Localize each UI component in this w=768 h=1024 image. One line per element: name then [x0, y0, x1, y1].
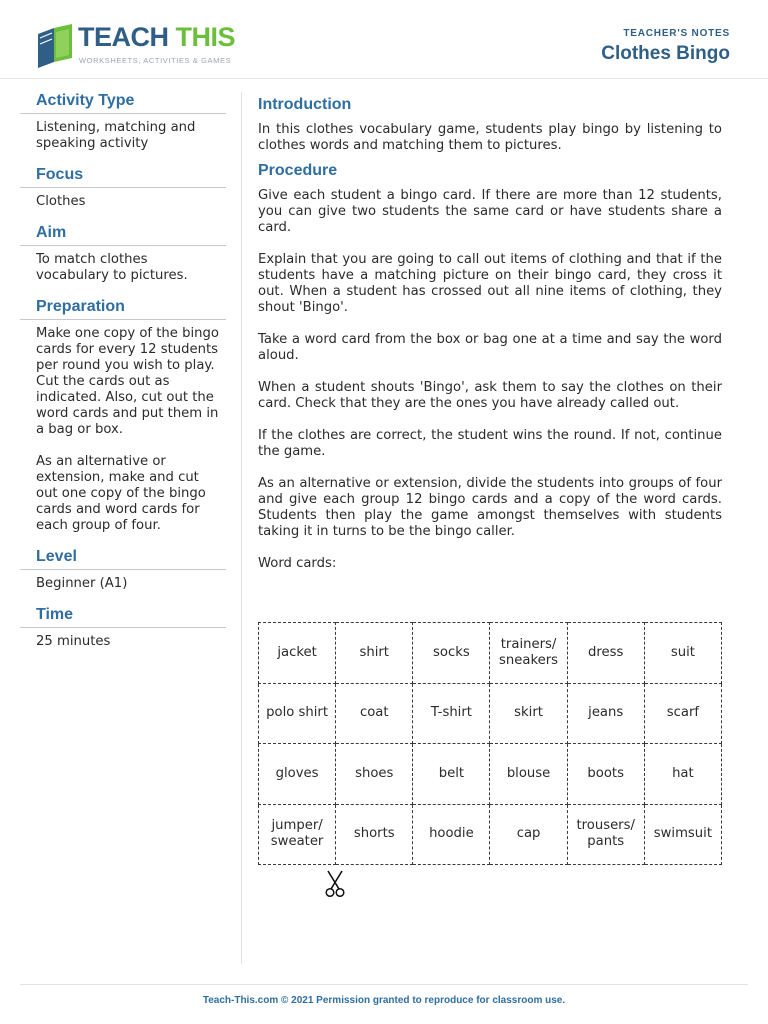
- scissors-icon: [324, 870, 346, 898]
- focus-heading: Focus: [20, 166, 226, 188]
- aim-section: [20, 224, 226, 284]
- level-heading: Level: [20, 548, 226, 570]
- teachers-notes-label: TEACHER'S NOTES: [623, 28, 730, 39]
- word-card: dress: [567, 623, 644, 684]
- procedure-step: When a student shouts 'Bingo', ask them to say the clothes on their card. Check that they are the ones you have already called out.: [258, 380, 722, 411]
- logo-teach: TEACH: [78, 22, 169, 52]
- introduction-text: In this clothes vocabulary game, students play bingo by listening to clothes words and matching them to pictures.: [258, 122, 722, 153]
- time-text: 25 minutes: [36, 634, 111, 649]
- word-card: jumper/ sweater: [259, 804, 336, 865]
- procedure-step: Take a word card from the box or bag one at a time and say the word aloud.: [258, 332, 722, 363]
- logo-tagline: WORKSHEETS, ACTIVITIES & GAMES: [79, 56, 232, 65]
- word-card: jeans: [567, 683, 644, 744]
- preparation-section: [20, 298, 226, 534]
- word-card: trainers/ sneakers: [490, 623, 567, 684]
- footer-copyright: Teach-This.com © 2021 Permission granted to reproduce for classroom use.: [202, 995, 566, 1006]
- word-card-row: [259, 623, 722, 684]
- procedure-step: Give each student a bingo card. If there are more than 12 students, you can give two students the same card or have students share a card.: [258, 188, 722, 235]
- activity-type-heading: Activity Type: [20, 92, 226, 114]
- procedure-step: If the clothes are correct, the student wins the round. If not, continue the game.: [258, 428, 722, 459]
- activity-type-section: [20, 92, 226, 152]
- word-card-row: [259, 683, 722, 744]
- word-card: shoes: [336, 744, 413, 805]
- preparation-text-2: As an alternative or extension, make and cut out one copy of the bingo cards and word cards for each group of four.: [36, 454, 206, 533]
- page-header: [0, 0, 768, 79]
- word-card: belt: [413, 744, 490, 805]
- word-card: boots: [567, 744, 644, 805]
- time-heading: Time: [20, 606, 226, 628]
- word-card: shirt: [336, 623, 413, 684]
- word-card: gloves: [259, 744, 336, 805]
- aim-heading: Aim: [20, 224, 226, 246]
- procedure-step: Explain that you are going to call out items of clothing and that if the students have a matching picture on their bingo card, they cross it out. When a student has crossed out all nine items of clothing, they shout 'Bingo'.: [258, 252, 722, 315]
- word-card: polo shirt: [259, 683, 336, 744]
- footer-divider: [20, 984, 748, 985]
- column-divider: [241, 92, 242, 964]
- word-card: blouse: [490, 744, 567, 805]
- focus-section: [20, 166, 226, 210]
- logo-wordmark: [78, 22, 235, 53]
- word-card: shorts: [336, 804, 413, 865]
- word-card: skirt: [490, 683, 567, 744]
- procedure-step: As an alternative or extension, divide the students into groups of four and give each group 12 bingo cards and a copy of the word cards. Students then play the game amongst themselves with students taking it in turns to be the bingo caller.: [258, 476, 722, 539]
- introduction-heading: Introduction: [258, 96, 352, 113]
- sidebar: [20, 92, 226, 664]
- aim-text: To match clothes vocabulary to pictures.: [36, 252, 188, 283]
- word-card: T-shirt: [413, 683, 490, 744]
- page-title: Clothes Bingo: [601, 43, 730, 64]
- word-card: cap: [490, 804, 567, 865]
- preparation-heading: Preparation: [20, 298, 226, 320]
- book-logo-icon: [36, 24, 74, 68]
- procedure-heading: Procedure: [258, 162, 338, 179]
- word-card: coat: [336, 683, 413, 744]
- word-cards-label: Word cards:: [258, 556, 337, 571]
- word-card: suit: [644, 623, 721, 684]
- word-card-row: [259, 804, 722, 865]
- word-card: hoodie: [413, 804, 490, 865]
- logo-this: THIS: [175, 22, 236, 52]
- word-card: swimsuit: [644, 804, 721, 865]
- word-card: socks: [413, 623, 490, 684]
- word-card: jacket: [259, 623, 336, 684]
- teach-this-logo[interactable]: [36, 22, 236, 70]
- word-cards-grid: [258, 622, 722, 865]
- word-card: trousers/ pants: [567, 804, 644, 865]
- time-section: [20, 606, 226, 650]
- word-card-row: [259, 744, 722, 805]
- level-text: Beginner (A1): [36, 576, 128, 591]
- word-card: scarf: [644, 683, 721, 744]
- level-section: [20, 548, 226, 592]
- focus-text: Clothes: [36, 194, 86, 209]
- word-card: hat: [644, 744, 721, 805]
- preparation-text-1: Make one copy of the bingo cards for every 12 students per round you wish to play. Cut the cards out as indicated. Also, cut out the word cards and put them in a bag or box.: [36, 326, 219, 437]
- activity-type-text: Listening, matching and speaking activity: [36, 120, 196, 151]
- main-content: [258, 92, 722, 588]
